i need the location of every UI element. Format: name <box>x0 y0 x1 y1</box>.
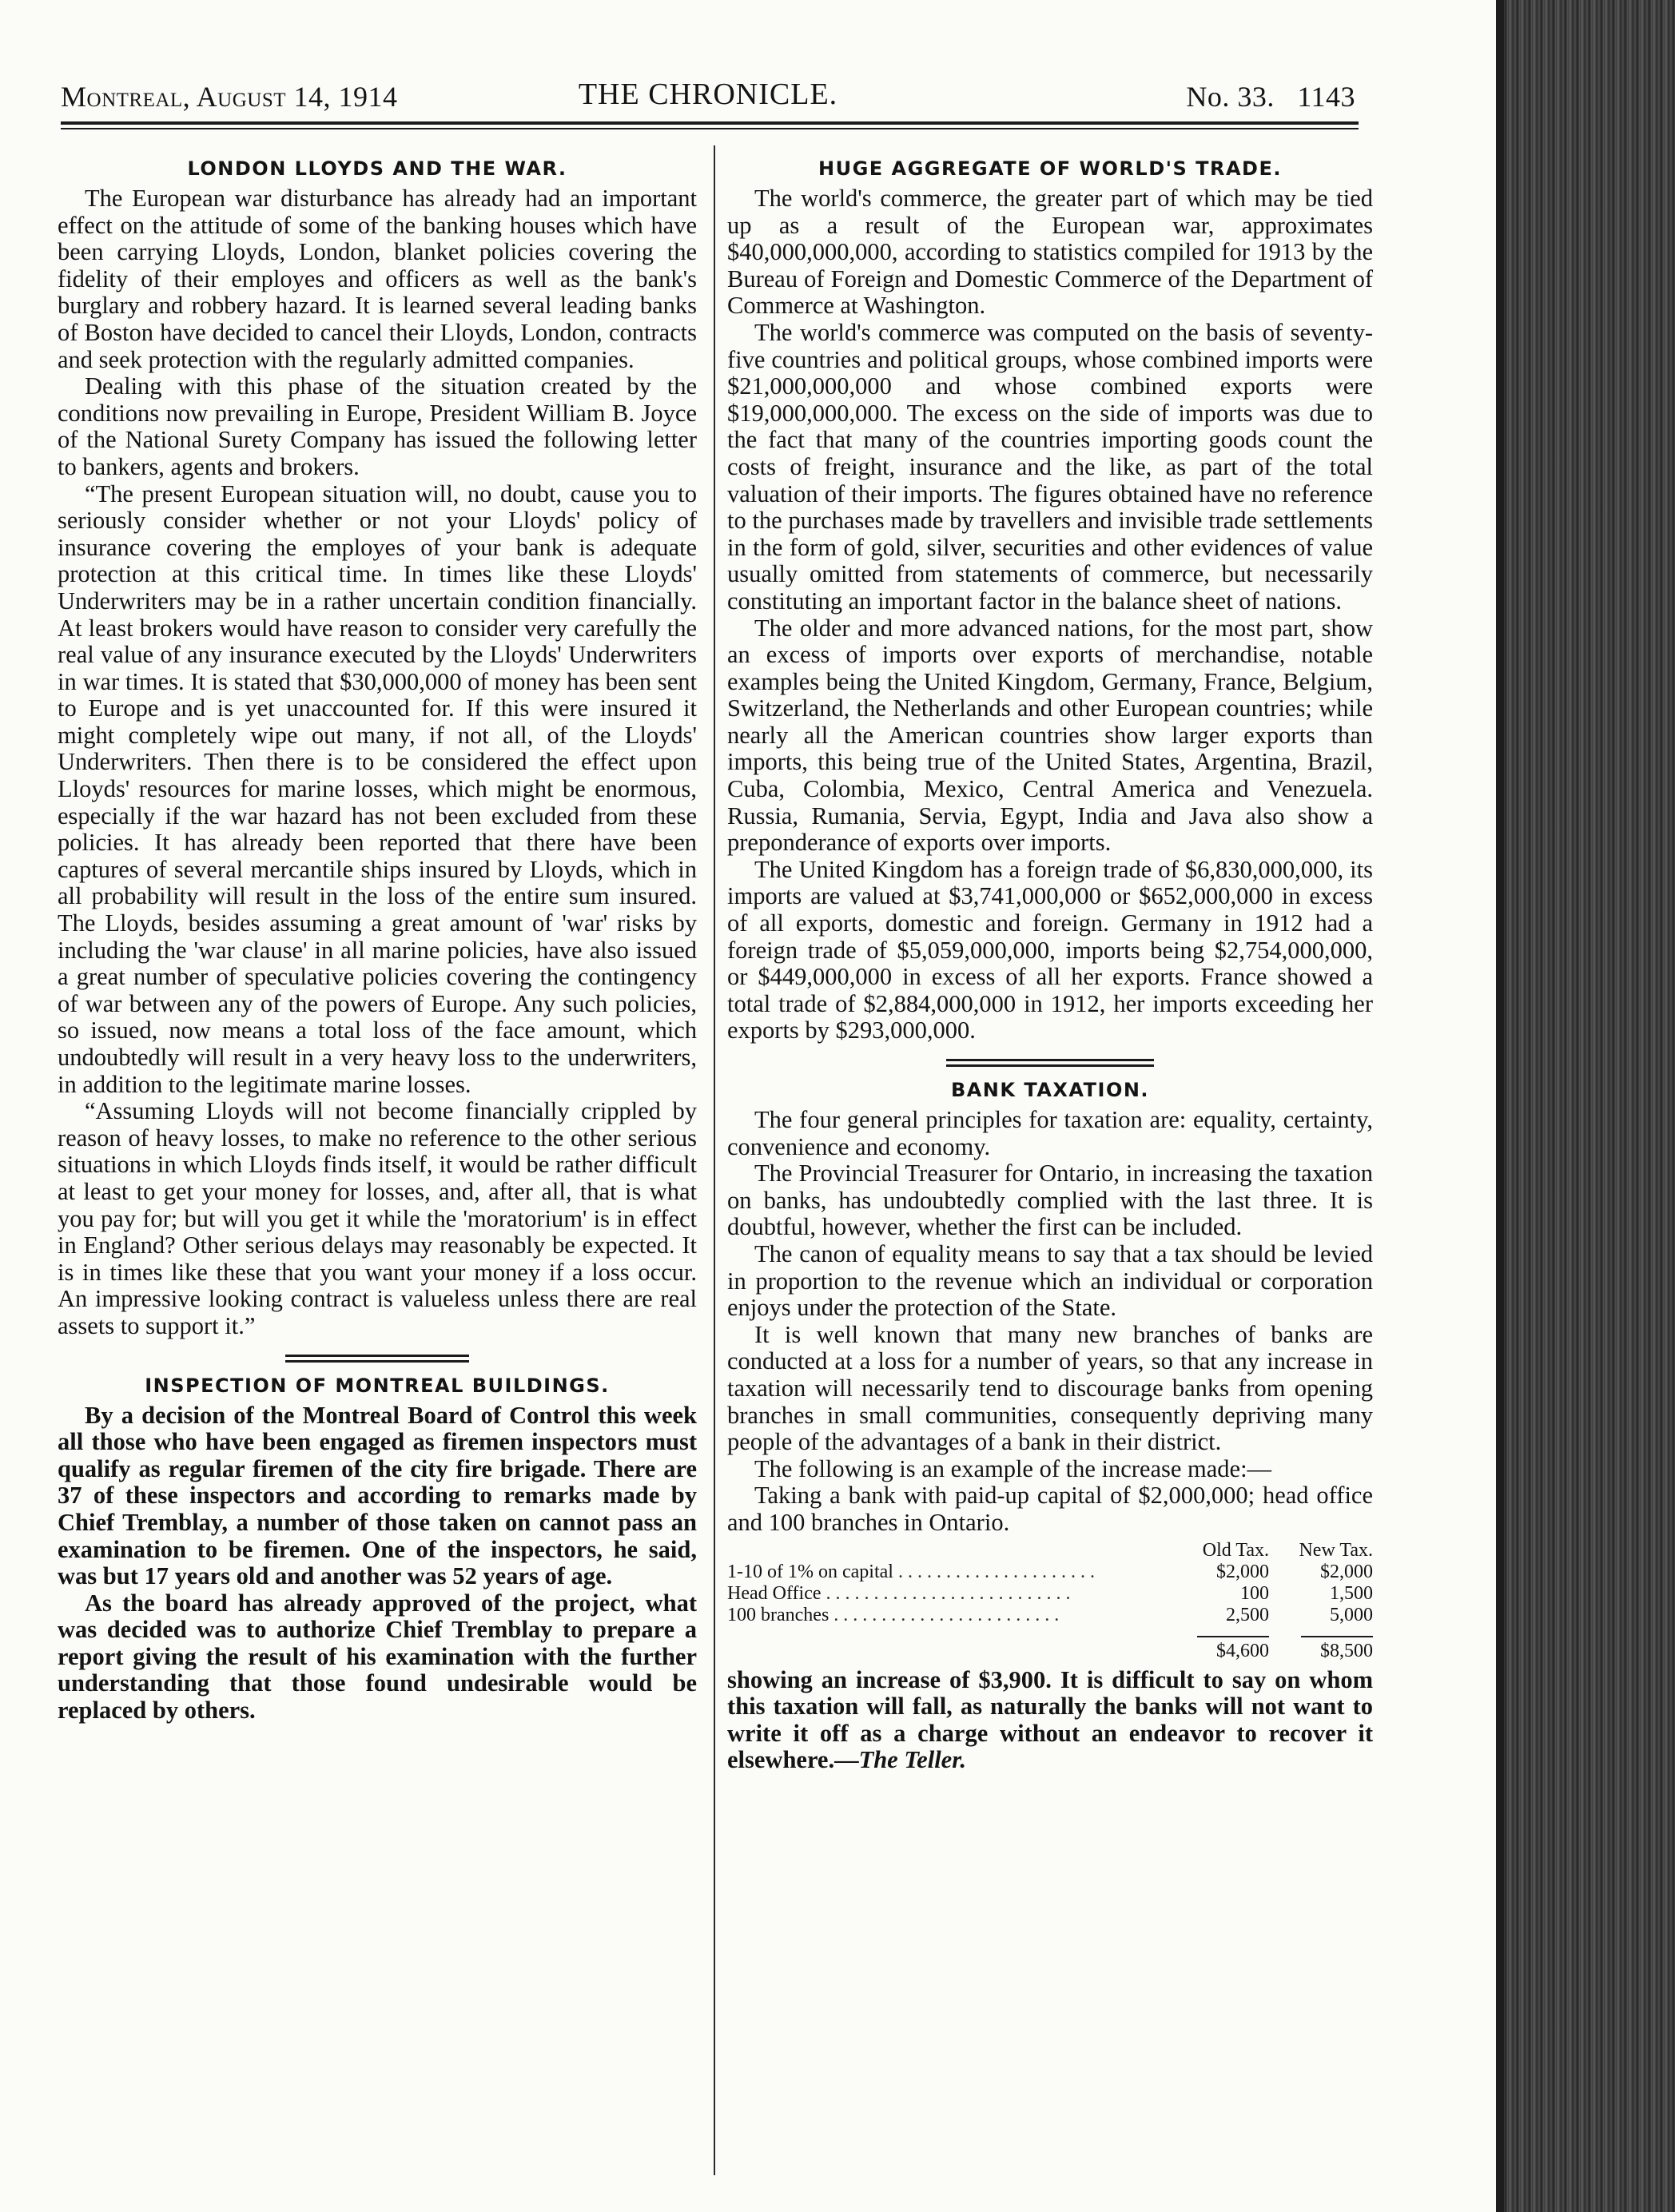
trade-headline: HUGE AGGREGATE OF WORLD'S TRADE. <box>818 157 1282 180</box>
column-divider <box>714 145 715 2175</box>
bank-paragraph: The four general principles for taxation are: equality, certainty, convenience and economy. <box>727 1106 1373 1160</box>
bank-closing-paragraph <box>727 1667 1373 1774</box>
table-total-row <box>727 1626 1373 1662</box>
article-separator <box>285 1355 469 1363</box>
lloyds-letter-paragraph: “The present European situation will, no doubt, cause you to seriously consider whether or not your Lloyds' policy of insurance covering the employes of your bank is adequate protection at this critical time. In times like these Lloyds' Underwriters may be in a rather uncertain condition financially. At least brokers would have reason to consider very carefully the real value of any insurance executed by the Lloyds' Underwriters in war times. It is stated that $30,000,000 of money has been sent to Europe and is yet unaccounted for. If this were insured it might completely wipe out many, if not all, of the Lloyds' Underwriters. Then there is to be considered the effect upon Lloyds' resources for marine losses, which might be enormous, especially if the war hazard has not been excluded from these policies. It has already been reported that there have been captures of several mercantile ships insured by Lloyds, which in all probability will result in the loss of the entire sum insured. The Lloyds, besides assuming a great amount of 'war' risks by including the 'war clause' in all marine policies, have also issued a great number of speculative policies covering the contingency of war between any of the powers of Europe. Any such policies, so issued, now means a total loss of the face amount, which undoubtedly will result in a very heavy loss to the underwriters, in addition to the legitimate marine losses. <box>58 479 697 1098</box>
article-separator <box>946 1059 1154 1067</box>
row-label: 1-10 of 1% on capital <box>727 1561 893 1582</box>
table-row: Head Office . . . . . . . . . . . . . . . . . . . . . . . . . . 100 1,500 <box>727 1582 1373 1604</box>
old-tax-cell: 100 <box>1240 1582 1269 1604</box>
lloyds-headline: LONDON LLOYDS AND THE WAR. <box>187 157 567 180</box>
trade-paragraph: The world's commerce was computed on the basis of seventy-five countries and political groups, whose combined imports were $21,000,000,000 and whose combined exports were $19,000,000,000. The excess on the side of imports was due to the fact that many of the countries importing goods count the costs of freight, insurance and the like, as part of the total valuation of their imports. The figures obtained have no reference to the purchases made by travellers and invisible trade settlements in the form of gold, silver, securities and other evidences of value usually omitted from statements of commerce, but necessarily constituting an important factor in the balance sheet of nations. <box>727 318 1373 615</box>
row-label: 100 branches <box>727 1604 830 1625</box>
trade-paragraph: The United Kingdom has a foreign trade of $6,830,000,000, its imports are valued at $3,741,000,000 or $652,000,000 in excess of all exports, domestic and foreign. Germany in 1912 had a foreign trade of $5,059,000,000, imports being $2,754,000,000, or $449,000,000 in excess of all her exports. France showed a total trade of $2,884,000,000 in 1912, her imports exceeding her exports by $293,000,000. <box>727 855 1373 1044</box>
bank-paragraph: Taking a bank with paid-up capital of $2,000,000; head office and 100 branches in Ontario. <box>727 1482 1373 1536</box>
left-column <box>58 157 697 1725</box>
bank-paragraph: The Provincial Treasurer for Ontario, in increasing the taxation on banks, has undoubtedly complied with the last three. It is doubtful, however, whether the first can be included. <box>727 1160 1373 1241</box>
header-masthead: THE CHRONICLE. <box>578 78 838 111</box>
new-tax-cell: 5,000 <box>1330 1604 1373 1625</box>
bank-signature: The Teller. <box>858 1746 967 1774</box>
old-tax-cell: $2,000 <box>1216 1561 1269 1582</box>
header-dateline: Montreal, August 14, 1914 <box>61 81 398 113</box>
trade-paragraph: The world's commerce, the greater part of which may be tied up as a result of the European war, approximates $40,000,000,000, according to statistics compiled for 1913 by the Bureau of Foreign and Domestic Commerce of the Department of Commerce at Washington. <box>727 185 1373 320</box>
new-tax-column-header: New Tax. <box>1299 1539 1373 1561</box>
new-tax-total: $8,500 <box>1301 1636 1373 1662</box>
bank-paragraph: The canon of equality means to say that a tax should be levied in proportion to the revenue which an individual or corporation enjoys under the protection of the State. <box>727 1239 1373 1322</box>
row-label: Head Office <box>727 1582 822 1604</box>
table-row: 1-10 of 1% on capital . . . . . . . . . . . . . . . . . . . . . $2,000 $2,000 <box>727 1561 1373 1582</box>
inspection-paragraph: As the board has already approved of the project, what was decided was to authorize Chief Tremblay to prepare a report giving the result of his examination with the further understanding that those found undesirable would be replaced by others. <box>58 1589 697 1725</box>
lloyds-letter-paragraph: “Assuming Lloyds will not become financially crippled by reason of heavy losses, to make no reference to the other serious situations in which Lloyds finds itself, it would be rather difficult at least to get your money for losses, and, after all, that is what you pay for; but will you get it while the 'moratorium' is in effect in England? Other serious delays may reasonably be expected. It is in times like these that you want your money if a loss occur. An impressive looking contract is valueless unless there are real assets to support it.” <box>58 1097 697 1339</box>
new-tax-cell: $2,000 <box>1320 1561 1373 1582</box>
header-issue-page: No. 33. 1143 <box>1186 81 1355 113</box>
header-rule <box>61 121 1359 129</box>
page-header <box>61 80 1355 120</box>
book-binding-edge <box>1496 0 1675 2212</box>
bank-paragraph: It is well known that many new branches of banks are conducted at a loss for a number of years, so that any increase in taxation will necessarily tend to discourage banks from opening branches in small communities, consequently depriving many people of the advantages of a bank in their district. <box>727 1320 1373 1456</box>
trade-paragraph: The older and more advanced nations, for the most part, show an excess of imports over exports of merchandise, notable examples being the United Kingdom, Germany, France, Belgium, Switzerland, the Netherlands and other European countries; while nearly all the American countries show larger exports than imports, this being true of the United States, Argentina, Brazil, Cuba, Colombia, Mexico, Central America and Venezuela. Russia, Rumania, Servia, Egypt, India and Java also show a preponderance of exports over imports. <box>727 614 1373 857</box>
bank-taxation-headline: BANK TAXATION. <box>950 1079 1150 1101</box>
right-column <box>727 157 1373 1774</box>
lloyds-paragraph: Dealing with this phase of the situation created by the conditions now prevailing in Europe, President William B. Joyce of the National Surety Company has issued the following letter to bankers, agents and brokers. <box>58 372 697 480</box>
bank-paragraph: The following is an example of the increase made:— <box>754 1454 1272 1482</box>
inspection-headline: INSPECTION OF MONTREAL BUILDINGS. <box>145 1374 610 1397</box>
tax-comparison-table <box>727 1540 1373 1662</box>
new-tax-cell: 1,500 <box>1330 1582 1373 1604</box>
tax-table-header <box>727 1540 1373 1562</box>
old-tax-total: $4,600 <box>1197 1636 1269 1662</box>
old-tax-column-header: Old Tax. <box>1202 1539 1269 1561</box>
lloyds-paragraph: The European war disturbance has already had an important effect on the attitude of some of the banking houses which have been carrying Lloyds, London, blanket policies covering the fidelity of their employes and officers as well as the bank's burglary and robbery hazard. It is learned several leading banks of Boston have decided to cancel their Lloyds, London, contracts and seek protection with the regularly admitted companies. <box>58 185 697 373</box>
inspection-paragraph: By a decision of the Montreal Board of Control this week all those who have been engaged as firemen inspectors must qualify as regular firemen of the city fire brigade. There are 37 of these inspectors and according to remarks made by Chief Tremblay, a number of those taken on cannot pass an examination to be firemen. One of the inspectors, he said, was but 17 years old and another was 52 years of age. <box>58 1401 697 1590</box>
old-tax-cell: 2,500 <box>1226 1604 1269 1625</box>
bank-closing-text: showing an increase of $3,900. It is difficult to say on whom this taxation will fall, as naturally the banks will not want to write it off as a charge without an endeavor to recover it elsewhere.— <box>727 1665 1373 1774</box>
table-row: 100 branches . . . . . . . . . . . . . . . . . . . . . . . . 2,500 5,000 <box>727 1604 1373 1625</box>
